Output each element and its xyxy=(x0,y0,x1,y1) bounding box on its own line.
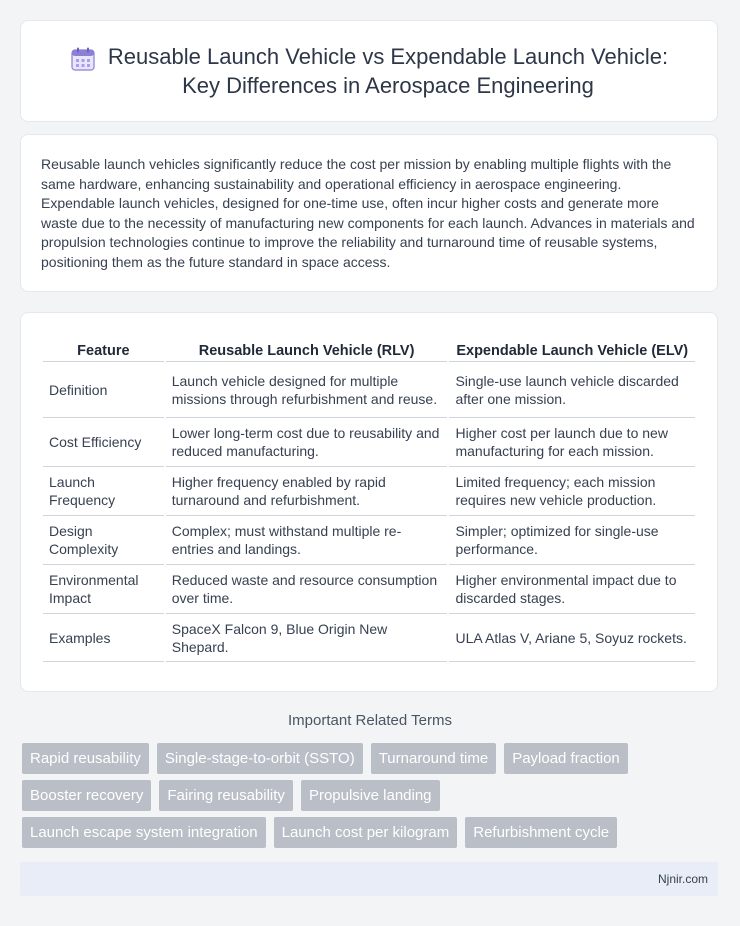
header-elv: Expendable Launch Vehicle (ELV) xyxy=(449,335,695,362)
cell-elv: Limited frequency; each mission requires new vehicle production. xyxy=(449,467,695,516)
cell-rlv: Higher frequency enabled by rapid turnaround and refurbishment. xyxy=(166,467,448,516)
cell-elv: Higher cost per launch due to new manufacturing for each mission. xyxy=(449,418,695,467)
comparison-table-card xyxy=(20,312,718,692)
title-card xyxy=(20,20,718,122)
header-feature: Feature xyxy=(43,335,164,362)
term-tag[interactable]: Propulsive landing xyxy=(301,780,440,811)
cell-feature: Cost Efficiency xyxy=(43,418,164,467)
calendar-icon xyxy=(70,46,96,72)
term-tag[interactable]: Single-stage-to-orbit (SSTO) xyxy=(157,743,363,774)
cell-rlv: SpaceX Falcon 9, Blue Origin New Shepard. xyxy=(166,614,448,662)
cell-feature: Definition xyxy=(43,362,164,418)
page-title-line1: Reusable Launch Vehicle vs Expendable Launch Vehicle: xyxy=(107,44,669,69)
table-row xyxy=(43,418,695,467)
page-title-line2: Key Differences in Aerospace Engineering xyxy=(182,73,594,98)
term-tag[interactable]: Fairing reusability xyxy=(159,780,293,811)
intro-paragraph: Reusable launch vehicles significantly reduce the cost per mission by enabling multiple flights with the same hardware, enhancing sustainability and operational efficiency in aerospace engineering. Expendable launch vehicles, designed for one-time use, often incur higher costs and generate more waste due to the necessity of manufacturing new components for each launch. Advances in materials and propulsion technologies continue to improve the reliability and turnaround time of reusable systems, positioning them as the future standard in space access. xyxy=(41,156,695,270)
table-row xyxy=(43,362,695,418)
tag-row xyxy=(22,817,722,848)
term-tag[interactable]: Payload fraction xyxy=(504,743,628,774)
table-row xyxy=(43,565,695,614)
header-rlv: Reusable Launch Vehicle (RLV) xyxy=(166,335,448,362)
page-title xyxy=(108,42,668,100)
table-row xyxy=(43,614,695,662)
cell-elv: Single-use launch vehicle discarded after one mission. xyxy=(449,362,695,418)
term-tag[interactable]: Launch cost per kilogram xyxy=(274,817,458,848)
tag-row xyxy=(22,743,722,774)
table-header-row xyxy=(43,335,695,362)
footer-site-link[interactable]: Njnir.com xyxy=(657,872,708,886)
term-tag[interactable]: Turnaround time xyxy=(371,743,497,774)
footer xyxy=(20,862,718,896)
intro-card xyxy=(20,134,718,292)
tag-row xyxy=(22,780,722,811)
term-tag[interactable]: Launch escape system integration xyxy=(22,817,266,848)
cell-rlv: Reduced waste and resource consumption over time. xyxy=(166,565,448,614)
cell-feature: Environmental Impact xyxy=(43,565,164,614)
cell-elv: Simpler; optimized for single-use performance. xyxy=(449,516,695,565)
table-row xyxy=(43,516,695,565)
cell-rlv: Lower long-term cost due to reusability and reduced manufacturing. xyxy=(166,418,448,467)
cell-rlv: Complex; must withstand multiple re-entries and landings. xyxy=(166,516,448,565)
cell-feature: Examples xyxy=(43,614,164,662)
term-tag[interactable]: Refurbishment cycle xyxy=(465,817,617,848)
cell-feature: Design Complexity xyxy=(43,516,164,565)
title-wrap xyxy=(50,42,688,100)
term-tag[interactable]: Rapid reusability xyxy=(22,743,149,774)
comparison-table xyxy=(41,335,697,662)
cell-elv: Higher environmental impact due to discarded stages. xyxy=(449,565,695,614)
related-terms-list xyxy=(22,743,722,854)
related-terms-title: Important Related Terms xyxy=(288,712,452,729)
term-tag[interactable]: Booster recovery xyxy=(22,780,151,811)
cell-elv: ULA Atlas V, Ariane 5, Soyuz rockets. xyxy=(449,614,695,662)
cell-rlv: Launch vehicle designed for multiple missions through refurbishment and reuse. xyxy=(166,362,448,418)
table-row xyxy=(43,467,695,516)
cell-feature: Launch Frequency xyxy=(43,467,164,516)
